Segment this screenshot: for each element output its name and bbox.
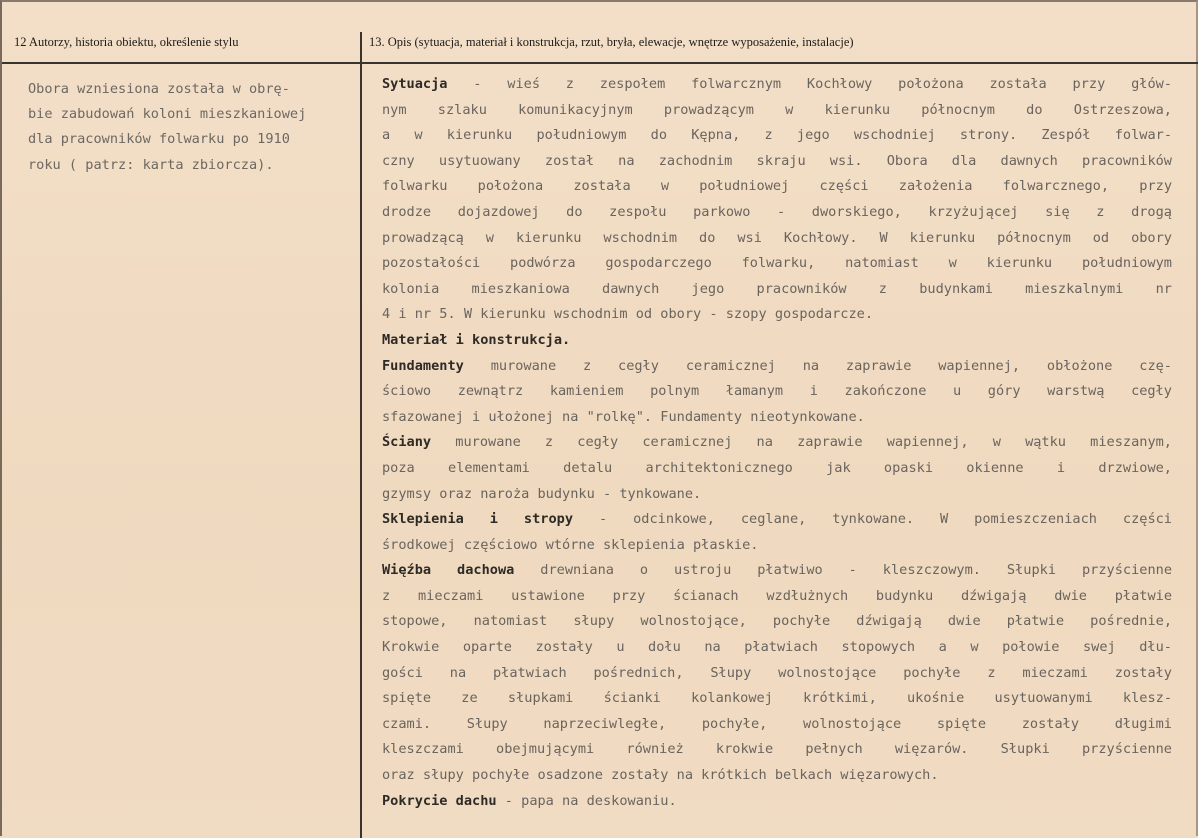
- left-text-line: dla pracowników folwarku po 1910: [28, 131, 290, 148]
- section-label: Sklepienia i stropy: [382, 511, 574, 528]
- description-line: [382, 149, 1172, 175]
- line-text: murowane z cegły ceramicznej na zaprawie wapiennej, w wątku mieszanym,: [431, 434, 1172, 451]
- description-line: [382, 712, 1172, 738]
- line-text: sfazowanej i ułożonej na "rolkę". Fundamenty nieotynkowane.: [382, 408, 865, 425]
- header-rule: [2, 62, 1198, 64]
- description-line: [382, 98, 1172, 124]
- section-13-heading: 13. Opis (sytuacja, materiał i konstrukcja, rzut, bryła, elewacje, wnętrze wyposażenie, instalacje): [369, 35, 854, 49]
- description-line: [382, 635, 1172, 661]
- description-line: [382, 789, 1172, 815]
- description-line: [382, 354, 1172, 380]
- line-text: Krokwie oparte zostały u dołu na płatwiach stopowych a w połowie swej dłu-: [382, 639, 1172, 656]
- description-text: [382, 72, 1172, 814]
- line-text: stopowe, natomiast słupy wolnostojące, pochyłe dźwigają dwie płatwie pośrednie,: [382, 613, 1172, 630]
- line-text: gości na płatwiach pośrednich, Słupy wolnostojące pochyłe z mieczami zostały: [382, 664, 1172, 681]
- description-line: [382, 200, 1172, 226]
- line-text: kolonia mieszkaniowa dawnych jego pracowników z budynkami mieszkalnymi nr: [382, 280, 1172, 297]
- description-line: [382, 174, 1172, 200]
- section-label: Sytuacja: [382, 76, 448, 92]
- left-text-line: Obora wzniesiona została w obrę-: [28, 81, 290, 97]
- line-text: - odcinkowe, ceglane, tynkowane. W pomieszczeniach części: [573, 511, 1172, 528]
- line-text: spięte ze słupkami ścianki kolankowej krótkimi, ukośnie usytuowanymi klesz-: [382, 690, 1172, 707]
- description-line: [382, 379, 1172, 405]
- section-label: Więźba dachowa: [382, 562, 515, 579]
- authors-history-text: [28, 77, 358, 178]
- description-line: [382, 584, 1172, 610]
- section-label: Fundamenty: [382, 357, 464, 374]
- line-text: prowadzącą w kierunku wschodnim do wsi Kochłowy. W kierunku północnym od obory: [382, 229, 1172, 246]
- line-text: poza elementami detalu architektonicznego jak opaski okienne i drzwiowe,: [382, 459, 1172, 476]
- line-text: z mieczami ustawione przy ścianach wzdłużnych budynku dźwigają dwie płatwie: [382, 587, 1172, 604]
- description-line: [382, 456, 1172, 482]
- line-text: drewniana o ustroju płatwiwo - kleszczowym. Słupki przyścienne: [514, 562, 1172, 579]
- section-label: Pokrycie dachu: [382, 792, 497, 809]
- line-text: kleszczami obejmującymi również krokwie pełnych więzarów. Słupki przyścienne: [382, 741, 1172, 758]
- description-line: [382, 661, 1172, 687]
- line-text: 4 i nr 5. W kierunku wschodnim od obory - szopy gospodarcze.: [382, 306, 874, 323]
- description-line: [382, 251, 1172, 277]
- description-line: [382, 328, 1172, 354]
- description-line: [382, 533, 1172, 559]
- description-line: [382, 72, 1172, 98]
- line-text: nym szlaku komunikacyjnym prowadzącym w kierunku północnym do Ostrzeszowa,: [382, 101, 1172, 118]
- line-text: a w kierunku południowym do Kępna, z jego wschodniej strony. Zespół folwar-: [382, 127, 1172, 144]
- description-line: [382, 405, 1172, 431]
- description-line: [382, 686, 1172, 712]
- description-line: [382, 507, 1172, 533]
- column-divider: [360, 32, 362, 838]
- line-text: oraz słupy pochyłe osadzone zostały na krótkich belkach więzarowych.: [382, 767, 939, 784]
- description-line: [382, 737, 1172, 763]
- line-text: folwarku położona została w południowej części założenia folwarcznego, przy: [382, 178, 1172, 195]
- left-text-line: roku ( patrz: karta zbiorcza).: [28, 156, 274, 173]
- description-line: [382, 430, 1172, 456]
- line-text: - papa na deskowaniu.: [496, 792, 677, 809]
- line-text: drodze dojazdowej do zespołu parkowo - dworskiego, krzyżującej się z drogą: [382, 203, 1172, 220]
- line-text: - wieś z zespołem folwarcznym Kochłowy położona została przy głów-: [447, 76, 1172, 92]
- line-text: czny usytuowany został na zachodnim skraju wsi. Obora dla dawnych pracowników: [382, 152, 1172, 169]
- section-label: Ściany: [382, 434, 432, 451]
- description-line: [382, 609, 1172, 635]
- line-text: gzymsy oraz naroża budynku - tynkowane.: [382, 485, 702, 502]
- line-text: czami. Słupy naprzeciwległe, pochyłe, wolnostojące spięte zostały długimi: [382, 715, 1172, 732]
- line-text: murowane z cegły ceramicznej na zaprawie wapiennej, obłożone czę-: [463, 357, 1172, 374]
- description-line: [382, 277, 1172, 303]
- description-line: [382, 226, 1172, 252]
- section-12-heading: 12 Autorzy, historia obiektu, określenie stylu: [14, 35, 239, 49]
- line-text: pozostałości podwórza gospodarczego folwarku, natomiast w kierunku południowym: [382, 255, 1172, 272]
- description-line: [382, 558, 1172, 584]
- line-text: środkowej częściowo wtórne sklepienia płaskie.: [382, 536, 759, 553]
- section-label: Materiał i konstrukcja.: [382, 331, 571, 348]
- description-line: [382, 763, 1172, 789]
- left-text-line: bie zabudowań koloni mieszkaniowej: [28, 106, 307, 123]
- description-line: [382, 123, 1172, 149]
- description-line: [382, 302, 1172, 328]
- line-text: ściowo zewnątrz kamieniem polnym łamanym i zakończone u góry warstwą cegły: [382, 383, 1172, 400]
- description-line: [382, 482, 1172, 508]
